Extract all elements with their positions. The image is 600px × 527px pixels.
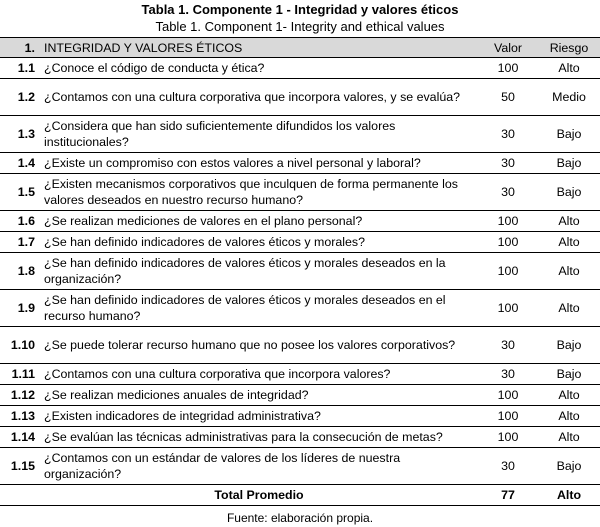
row-number: 1.14 [0,427,40,448]
row-value: 30 [478,174,538,211]
row-risk: Alto [538,253,600,290]
row-question: ¿Existen mecanismos corporativos que inculquen de forma permanente los valores deseados en nuestro recurso humano? [40,174,478,211]
header-section: INTEGRIDAD Y VALORES ÉTICOS [40,38,478,58]
row-risk: Alto [538,290,600,327]
table-row [0,364,600,385]
total-risk: Alto [538,485,600,506]
row-number: 1.3 [0,116,40,153]
table-row [0,232,600,253]
header-risk: Riesgo [538,38,600,58]
row-risk: Bajo [538,116,600,153]
row-risk: Bajo [538,174,600,211]
row-number: 1.11 [0,364,40,385]
table-row [0,385,600,406]
row-question: ¿Considera que han sido suficientemente difundidos los valores institucionales? [40,116,478,153]
row-question: ¿Se han definido indicadores de valores éticos y morales deseados en el recurso humano? [40,290,478,327]
row-risk: Bajo [538,364,600,385]
source-note: Fuente: elaboración propia. [226,511,374,525]
row-question: ¿Se evalúan las técnicas administrativas para la consecución de metas? [40,427,478,448]
row-value: 100 [478,232,538,253]
header-number: 1. [0,38,40,58]
table-row [0,116,600,153]
table-row [0,406,600,427]
table-title-es: Tabla 1. Componente 1 - Integridad y valores éticos [141,2,459,17]
row-risk: Alto [538,385,600,406]
row-question: ¿Existen indicadores de integridad administrativa? [40,406,478,427]
table-title-en: Table 1. Component 1- Integrity and ethical values [155,19,445,34]
row-risk: Alto [538,427,600,448]
table-row [0,448,600,485]
table-row [0,153,600,174]
table-row [0,327,600,364]
row-value: 50 [478,79,538,116]
row-value: 100 [478,58,538,79]
total-row [0,485,600,506]
row-risk: Alto [538,406,600,427]
row-question: ¿Se realizan mediciones de valores en el plano personal? [40,211,478,232]
row-number: 1.9 [0,290,40,327]
row-value: 100 [478,427,538,448]
row-question: ¿Contamos con una cultura corporativa que incorpora valores, y se evalúa? [40,79,478,116]
row-number: 1.5 [0,174,40,211]
table-row [0,290,600,327]
row-value: 100 [478,211,538,232]
row-number: 1.2 [0,79,40,116]
row-number: 1.15 [0,448,40,485]
row-risk: Bajo [538,448,600,485]
row-question: ¿Existe un compromiso con estos valores a nivel personal y laboral? [40,153,478,174]
row-question: ¿Contamos con un estándar de valores de los líderes de nuestra organización? [40,448,478,485]
row-risk: Alto [538,58,600,79]
row-question: ¿Conoce el código de conducta y ética? [40,58,478,79]
header-row [0,38,600,58]
row-value: 30 [478,448,538,485]
row-question: ¿Contamos con una cultura corporativa que incorpora valores? [40,364,478,385]
table-row [0,58,600,79]
row-number: 1.13 [0,406,40,427]
row-value: 30 [478,364,538,385]
row-number: 1.8 [0,253,40,290]
row-question: ¿Se puede tolerar recurso humano que no posee los valores corporativos? [40,327,478,364]
row-value: 30 [478,116,538,153]
row-value: 30 [478,153,538,174]
header-value: Valor [478,38,538,58]
row-number: 1.10 [0,327,40,364]
row-risk: Alto [538,211,600,232]
table-row [0,427,600,448]
row-risk: Bajo [538,327,600,364]
table-row [0,79,600,116]
table-body [0,58,600,506]
table-row [0,174,600,211]
row-number: 1.12 [0,385,40,406]
table-row [0,253,600,290]
row-value: 100 [478,385,538,406]
total-label: Total Promedio [40,485,478,506]
row-risk: Bajo [538,153,600,174]
row-number: 1.1 [0,58,40,79]
row-number: 1.6 [0,211,40,232]
row-value: 100 [478,290,538,327]
row-risk: Alto [538,232,600,253]
row-value: 100 [478,253,538,290]
row-question: ¿Se han definido indicadores de valores éticos y morales? [40,232,478,253]
row-value: 30 [478,327,538,364]
row-risk: Medio [538,79,600,116]
row-value: 100 [478,406,538,427]
row-question: ¿Se han definido indicadores de valores éticos y morales deseados en la organización? [40,253,478,290]
row-question: ¿Se realizan mediciones anuales de integridad? [40,385,478,406]
table-row [0,211,600,232]
row-number: 1.4 [0,153,40,174]
total-value: 77 [478,485,538,506]
row-number: 1.7 [0,232,40,253]
integrity-values-table [0,37,600,506]
